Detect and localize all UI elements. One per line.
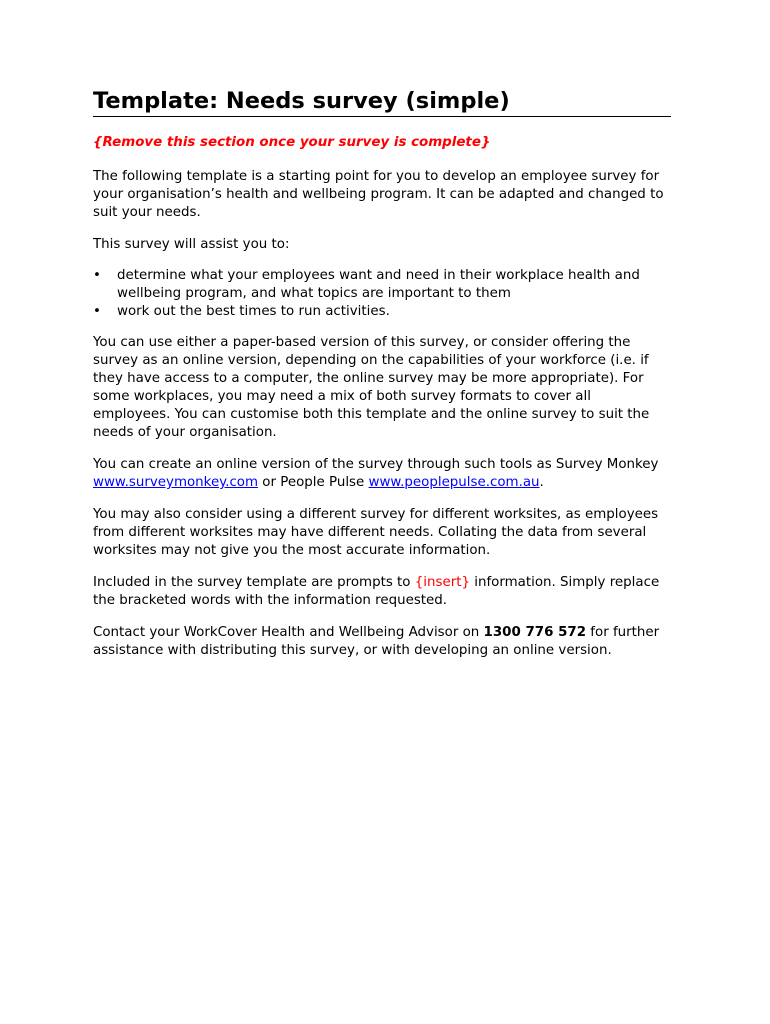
- contact-paragraph: [93, 624, 671, 660]
- list-item: [93, 267, 671, 303]
- contact-phone: 1300 776 572: [483, 625, 587, 640]
- intro-paragraph: The following template is a starting point for you to develop an employee survey for your organisation’s health and wellbeing program. It can be adapted and changed to suit your needs.: [93, 169, 664, 220]
- bullet-icon: •: [93, 304, 101, 319]
- prompts-text-after: information. Simply replace the bracketed words with the information requested.: [93, 575, 660, 608]
- online-text-before: You can create an online version of the survey through such tools as Survey Monkey: [93, 457, 659, 472]
- assist-heading: This survey will assist you to:: [93, 237, 290, 252]
- prompts-text-before: Included in the survey template are prompts to: [93, 575, 415, 590]
- online-paragraph: [93, 456, 671, 492]
- insert-placeholder: {insert}: [414, 575, 470, 590]
- peoplepulse-link[interactable]: www.peoplepulse.com.au: [368, 475, 540, 490]
- formats-paragraph: You can use either a paper-based version of this survey, or consider offering the survey as an online version, depending on the capabilities of your workforce (i.e. if they have access to a computer, the online survey may be more appropriate). For some workplaces, you may need a mix of both survey formats to cover all employees. You can customise both this template and the online survey to suit the needs of your organisation.: [93, 335, 650, 440]
- online-text-after: .: [539, 475, 544, 490]
- list-item-text: determine what your employees want and need in their workplace health and wellbeing program, and what topics are important to them: [117, 268, 640, 301]
- list-item-text: work out the best times to run activities.: [117, 304, 390, 319]
- page-title: Template: Needs survey (simple): [93, 86, 671, 117]
- online-text-middle: or People Pulse: [258, 475, 369, 490]
- surveymonkey-link[interactable]: www.surveymonkey.com: [93, 475, 259, 490]
- list-item: [93, 303, 671, 321]
- bullet-icon: •: [93, 268, 101, 283]
- prompts-paragraph: [93, 574, 671, 610]
- contact-text-after: for further assistance with distributing this survey, or with developing an online version.: [93, 625, 660, 658]
- bullet-list: [93, 267, 671, 321]
- remove-note: {Remove this section once your survey is complete}: [93, 135, 491, 150]
- worksites-paragraph: You may also consider using a different survey for different worksites, as employees from different worksites may have different needs. Collating the data from several worksites may not give you the most accurate information.: [93, 507, 659, 558]
- contact-text-before: Contact your WorkCover Health and Wellbeing Advisor on: [93, 625, 484, 640]
